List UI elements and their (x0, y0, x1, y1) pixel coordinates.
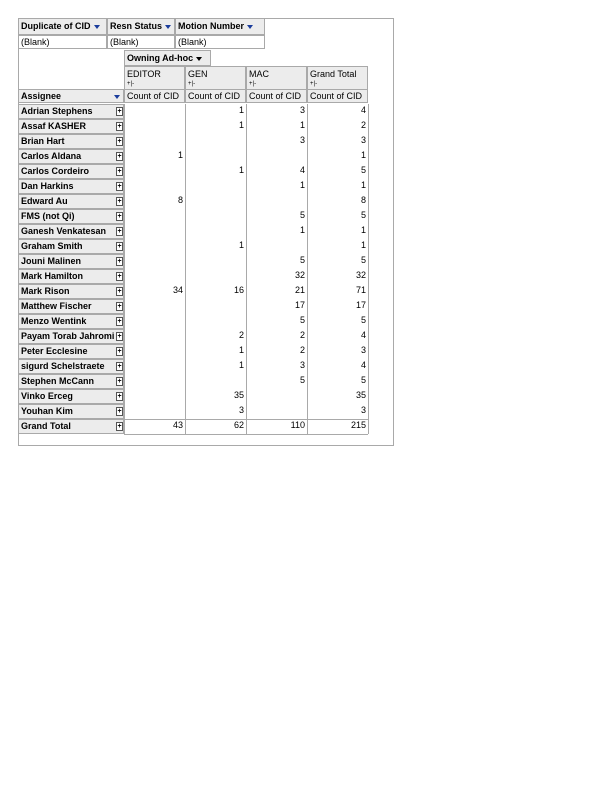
table-row-value (124, 134, 185, 149)
table-row-value: 3 (299, 135, 305, 145)
table-row-value (124, 374, 185, 389)
grid-line (368, 104, 369, 434)
assignee-label[interactable]: Jouni Malinen + (18, 254, 124, 269)
table-row-value: 3 (360, 405, 366, 415)
expand-collapse-icon[interactable]: +|- (310, 81, 318, 87)
page-filter-3[interactable] (175, 18, 265, 35)
table-row-value: 5 (299, 210, 305, 220)
assignee-label[interactable]: FMS (not Qi) + (18, 209, 124, 224)
column-header-grand-total[interactable] (307, 66, 368, 90)
measure-header: Count of CID (124, 89, 185, 103)
assignee-label[interactable]: sigurd Schelstraete + (18, 359, 124, 374)
table-row-value (124, 164, 185, 179)
table-row-value: 5 (360, 375, 366, 385)
table-row-value: 32 (355, 270, 366, 280)
table-row-value: 4 (360, 105, 366, 115)
expand-icon[interactable]: + (117, 228, 122, 235)
table-row-value: 35 (233, 390, 244, 400)
table-row-value: 5 (360, 165, 366, 175)
table-row-value: 3 (299, 360, 305, 370)
table-row-value: 4 (299, 165, 305, 175)
table-row-value: 1 (177, 150, 183, 160)
table-row-value: 1 (360, 180, 366, 190)
assignee-label[interactable]: Vinko Erceg + (18, 389, 124, 404)
table-row-value (124, 239, 185, 254)
column-field-button[interactable] (124, 50, 211, 66)
table-row-value: 71 (355, 285, 366, 295)
table-row-value (185, 179, 246, 194)
expand-icon[interactable]: + (117, 288, 122, 295)
page-filter-label: Resn Status (110, 21, 163, 31)
assignee-label[interactable]: Brian Hart + (18, 134, 124, 149)
table-row-value: 1 (299, 225, 305, 235)
dropdown-arrow-icon[interactable] (196, 57, 202, 61)
expand-icon[interactable]: + (117, 198, 122, 205)
table-row-value (185, 254, 246, 269)
page-filter-label: Motion Number (178, 21, 244, 31)
table-row-value: 35 (355, 390, 366, 400)
table-row-value: 1 (238, 105, 244, 115)
page-filter-value[interactable]: (Blank) (175, 35, 265, 49)
column-header-gen[interactable] (185, 66, 246, 90)
column-header-label: GEN (188, 69, 208, 79)
column-header-label: EDITOR (127, 69, 161, 79)
table-row-value: 8 (177, 195, 183, 205)
column-header-label: MAC (249, 69, 269, 79)
grand-total-row-value: 110 (290, 420, 305, 430)
table-row-value (124, 344, 185, 359)
expand-icon[interactable]: + (117, 333, 122, 340)
table-row-value (124, 209, 185, 224)
measure-header: Count of CID (307, 89, 368, 103)
table-row-value: 5 (299, 255, 305, 265)
table-row-value (185, 314, 246, 329)
assignee-label[interactable]: Ganesh Venkatesan + (18, 224, 124, 239)
table-row-value (246, 404, 307, 419)
assignee-label[interactable]: Carlos Aldana + (18, 149, 124, 164)
table-row-value: 1 (238, 165, 244, 175)
table-row-value: 5 (299, 375, 305, 385)
table-row-value (124, 179, 185, 194)
grand-total-row-value: 215 (350, 420, 366, 430)
row-field-button[interactable] (18, 89, 124, 103)
table-row-value: 1 (238, 240, 244, 250)
dropdown-arrow-icon[interactable] (165, 25, 171, 29)
table-row-value (124, 389, 185, 404)
column-field-label: Owning Ad-hoc (127, 53, 194, 63)
assignee-label[interactable]: Carlos Cordeiro + (18, 164, 124, 179)
grid-line (124, 104, 125, 434)
table-row-value (185, 194, 246, 209)
column-header-mac[interactable] (246, 66, 307, 90)
assignee-label[interactable]: Edward Au + (18, 194, 124, 209)
table-row-value: 34 (172, 285, 183, 295)
table-row-value: 5 (360, 210, 366, 220)
table-row-value: 3 (360, 135, 366, 145)
expand-icon[interactable]: + (117, 348, 122, 355)
table-row-value (246, 149, 307, 164)
expand-collapse-icon[interactable]: +|- (127, 81, 135, 87)
table-row-value (185, 299, 246, 314)
expand-icon[interactable]: + (117, 243, 122, 250)
expand-icon[interactable]: + (117, 423, 122, 430)
page-filter-1[interactable] (18, 18, 107, 35)
table-row-value: 2 (299, 330, 305, 340)
table-row-value: 1 (299, 120, 305, 130)
grand-total-label: Grand Total + (18, 419, 124, 434)
column-header-label: Grand Total (310, 69, 357, 79)
table-row-value (246, 389, 307, 404)
assignee-label[interactable]: Peter Ecclesine + (18, 344, 124, 359)
table-row-value: 1 (360, 150, 366, 160)
assignee-label[interactable]: Matthew Fischer + (18, 299, 124, 314)
assignee-label[interactable]: Mark Hamilton + (18, 269, 124, 284)
expand-icon[interactable]: + (117, 408, 122, 415)
expand-icon[interactable]: + (117, 108, 122, 115)
table-row-value: 2 (238, 330, 244, 340)
measure-header: Count of CID (185, 89, 246, 103)
expand-icon[interactable]: + (117, 153, 122, 160)
dropdown-arrow-icon[interactable] (94, 25, 100, 29)
assignee-label[interactable]: Payam Torab Jahromi + (18, 329, 124, 344)
table-row-value (185, 269, 246, 284)
table-row-value: 1 (360, 225, 366, 235)
expand-collapse-icon[interactable]: +|- (188, 81, 196, 87)
table-row-value (246, 194, 307, 209)
table-row-value (124, 404, 185, 419)
page-filter-value[interactable]: (Blank) (18, 35, 107, 49)
table-row-value: 2 (360, 120, 366, 130)
table-row-value: 4 (360, 360, 366, 370)
table-row-value: 5 (360, 255, 366, 265)
assignee-label[interactable]: Assaf KASHER + (18, 119, 124, 134)
column-header-editor[interactable] (124, 66, 185, 90)
table-row-value: 1 (238, 345, 244, 355)
table-row-value: 1 (360, 240, 366, 250)
table-row-value (246, 239, 307, 254)
table-row-value: 32 (294, 270, 305, 280)
table-row-value (124, 359, 185, 374)
table-row-value: 1 (238, 120, 244, 130)
measure-header: Count of CID (246, 89, 307, 103)
assignee-label[interactable]: Youhan Kim + (18, 404, 124, 419)
table-row-value: 5 (299, 315, 305, 325)
expand-icon[interactable]: + (117, 213, 122, 220)
table-row-value (185, 134, 246, 149)
assignee-label[interactable]: Adrian Stephens + (18, 104, 124, 119)
assignee-label[interactable]: Graham Smith + (18, 239, 124, 254)
dropdown-arrow-icon[interactable] (114, 95, 120, 99)
row-field-label: Assignee (21, 91, 62, 101)
expand-icon[interactable]: + (117, 258, 122, 265)
expand-collapse-icon[interactable]: +|- (249, 81, 257, 87)
table-row-value (185, 149, 246, 164)
table-row-value: 8 (360, 195, 366, 205)
table-row-value: 17 (294, 300, 305, 310)
expand-icon[interactable]: + (117, 363, 122, 370)
expand-icon[interactable]: + (117, 378, 122, 385)
table-row-value (124, 299, 185, 314)
expand-icon[interactable]: + (117, 183, 122, 190)
assignee-label[interactable]: Menzo Wentink + (18, 314, 124, 329)
table-row-value: 1 (299, 180, 305, 190)
table-row-value: 3 (299, 105, 305, 115)
table-row-value (185, 224, 246, 239)
expand-icon[interactable]: + (117, 303, 122, 310)
table-row-value (185, 209, 246, 224)
table-row-value: 3 (238, 405, 244, 415)
grid-line (307, 104, 308, 434)
table-row-value: 5 (360, 315, 366, 325)
grid-line (185, 104, 186, 434)
table-row-value (124, 329, 185, 344)
assignee-label[interactable]: Mark Rison + (18, 284, 124, 299)
page-filter-2[interactable] (107, 18, 175, 35)
table-row-value (124, 104, 185, 119)
table-row-value: 3 (360, 345, 366, 355)
table-row-value: 2 (299, 345, 305, 355)
expand-icon[interactable]: + (117, 318, 122, 325)
assignee-label[interactable]: Dan Harkins + (18, 179, 124, 194)
table-row-value: 21 (294, 285, 305, 295)
table-row-value (124, 119, 185, 134)
table-row-value (124, 254, 185, 269)
table-row-value: 1 (238, 360, 244, 370)
table-bottom-line (124, 434, 368, 435)
assignee-label[interactable]: Stephen McCann + (18, 374, 124, 389)
table-row-value: 17 (355, 300, 366, 310)
page-filter-value[interactable]: (Blank) (107, 35, 175, 49)
expand-icon[interactable]: + (117, 393, 122, 400)
table-row-value: 4 (360, 330, 366, 340)
expand-icon[interactable]: + (117, 168, 122, 175)
table-row-value (124, 224, 185, 239)
grand-total-row-value: 43 (172, 420, 183, 430)
grand-total-row-value: 62 (233, 420, 244, 430)
table-row-value (185, 374, 246, 389)
grand-total-line (124, 419, 368, 420)
grid-line (246, 104, 247, 434)
page-filter-label: Duplicate of CID (21, 21, 91, 31)
table-row-value (124, 269, 185, 284)
expand-icon[interactable]: + (117, 273, 122, 280)
expand-icon[interactable]: + (117, 138, 122, 145)
table-row-value (124, 314, 185, 329)
expand-icon[interactable]: + (117, 123, 122, 130)
dropdown-arrow-icon[interactable] (247, 25, 253, 29)
table-row-value: 16 (233, 285, 244, 295)
